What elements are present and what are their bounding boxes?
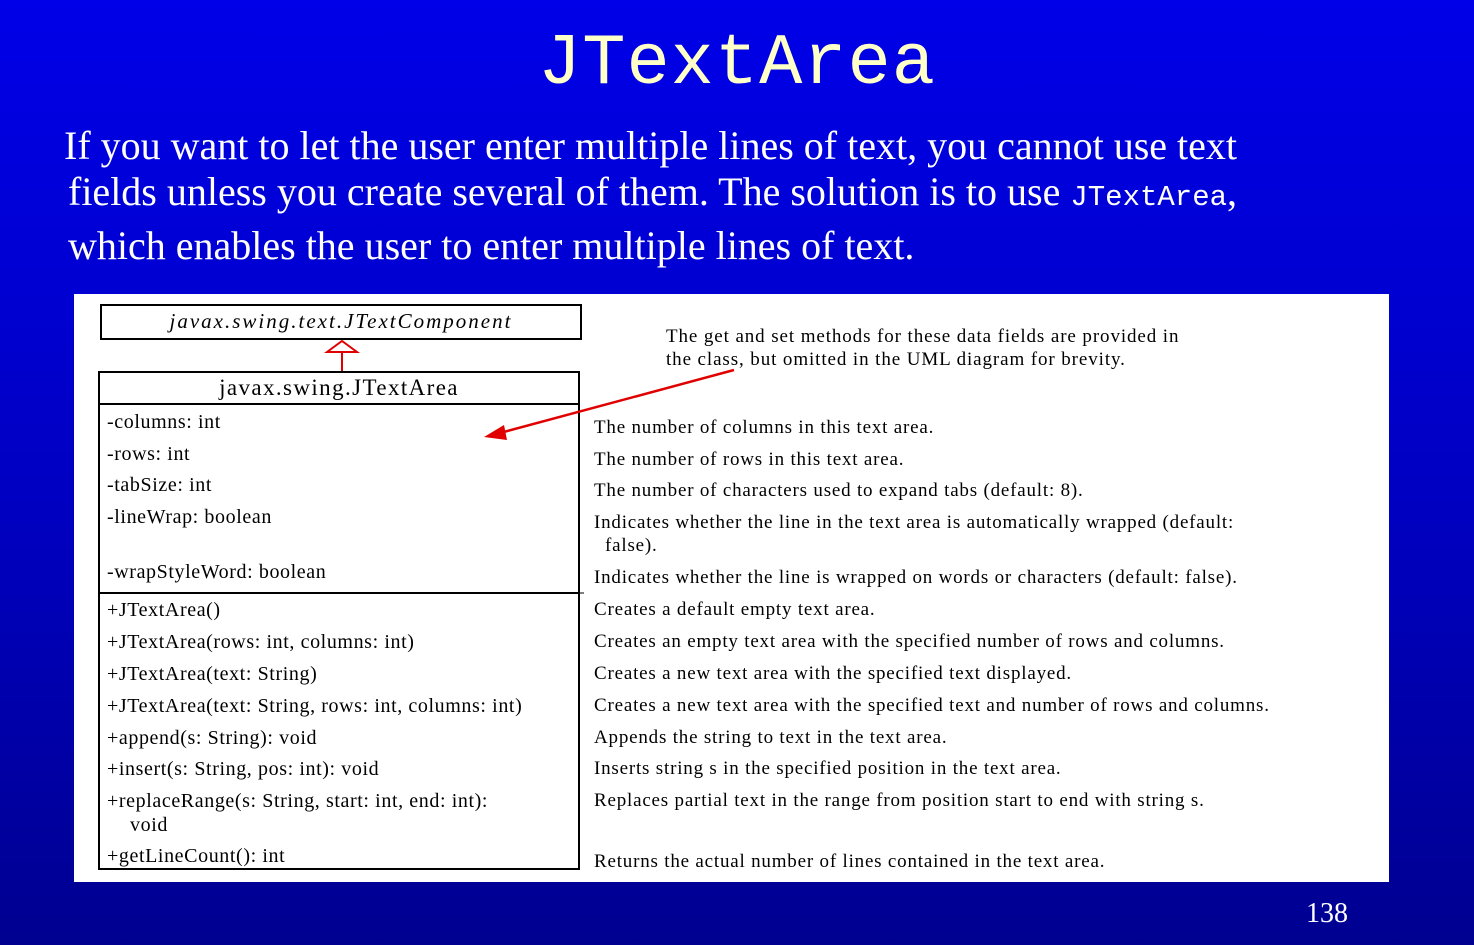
field-description: Indicates whether the line is wrapped on words or characters (default: false). — [594, 567, 1238, 588]
intro-line-2-comma: , — [1227, 169, 1238, 214]
note-arrow-head-icon — [484, 425, 507, 440]
method-description: Creates a new text area with the specified text displayed. — [594, 663, 1072, 684]
field-signature: -lineWrap: boolean — [107, 506, 272, 528]
method-description: Appends the string to text in the text area. — [594, 727, 948, 748]
uml-diagram-panel — [74, 294, 1389, 882]
method-signature: +append(s: String): void — [107, 727, 318, 749]
intro-line-1: If you want to let the user enter multiple lines of text, you cannot use text — [64, 123, 1238, 168]
field-signature: -tabSize: int — [107, 474, 212, 496]
method-signature: +JTextArea(text: String, rows: int, columns: int) — [107, 695, 523, 717]
method-signature-continued: void — [130, 814, 168, 836]
intro-code-jtextarea: JTextArea — [1070, 181, 1228, 214]
method-description: Creates a default empty text area. — [594, 599, 876, 620]
page-number: 138 — [1306, 898, 1348, 929]
method-signature: +JTextArea(rows: int, columns: int) — [107, 631, 415, 653]
intro-line-2-text: fields unless you create several of them. The solution is to use — [68, 169, 1071, 214]
intro-line-3: which enables the user to enter multiple lines of text. — [68, 223, 915, 268]
slide-title: JTextArea — [538, 23, 936, 105]
method-description: Returns the actual number of lines contained in the text area. — [594, 851, 1106, 872]
field-description-continued: false). — [605, 535, 658, 556]
intro-line-2 — [68, 168, 1237, 215]
method-signature: +replaceRange(s: String, start: int, end: int): — [107, 790, 489, 812]
method-description: Replaces partial text in the range from position start to end with string s. — [594, 790, 1205, 811]
method-description: Inserts string s in the specified position in the text area. — [594, 758, 1062, 779]
field-signature: -wrapStyleWord: boolean — [107, 561, 327, 583]
class-members — [107, 411, 1270, 872]
method-description: Creates an empty text area with the specified number of rows and columns. — [594, 631, 1225, 652]
inheritance-triangle-icon — [327, 341, 357, 352]
method-signature: +insert(s: String, pos: int): void — [107, 758, 380, 780]
field-signature: -columns: int — [107, 411, 221, 433]
method-signature: +JTextArea() — [107, 599, 221, 621]
field-description: Indicates whether the line in the text area is automatically wrapped (default: — [594, 512, 1235, 533]
note-line-2: the class, but omitted in the UML diagram for brevity. — [666, 349, 1126, 370]
field-signature: -rows: int — [107, 443, 191, 465]
field-description: The number of rows in this text area. — [594, 449, 905, 470]
method-signature: +JTextArea(text: String) — [107, 663, 318, 685]
superclass-name: javax.swing.text.JTextComponent — [169, 309, 513, 333]
method-signature: +getLineCount(): int — [107, 845, 286, 867]
note-line-1: The get and set methods for these data fields are provided in — [666, 326, 1180, 347]
field-description: The number of columns in this text area. — [594, 417, 935, 438]
class-name: javax.swing.JTextArea — [219, 375, 459, 400]
uml-diagram — [74, 294, 1389, 882]
field-description: The number of characters used to expand tabs (default: 8). — [594, 480, 1084, 501]
method-description: Creates a new text area with the specified text and number of rows and columns. — [594, 695, 1270, 716]
